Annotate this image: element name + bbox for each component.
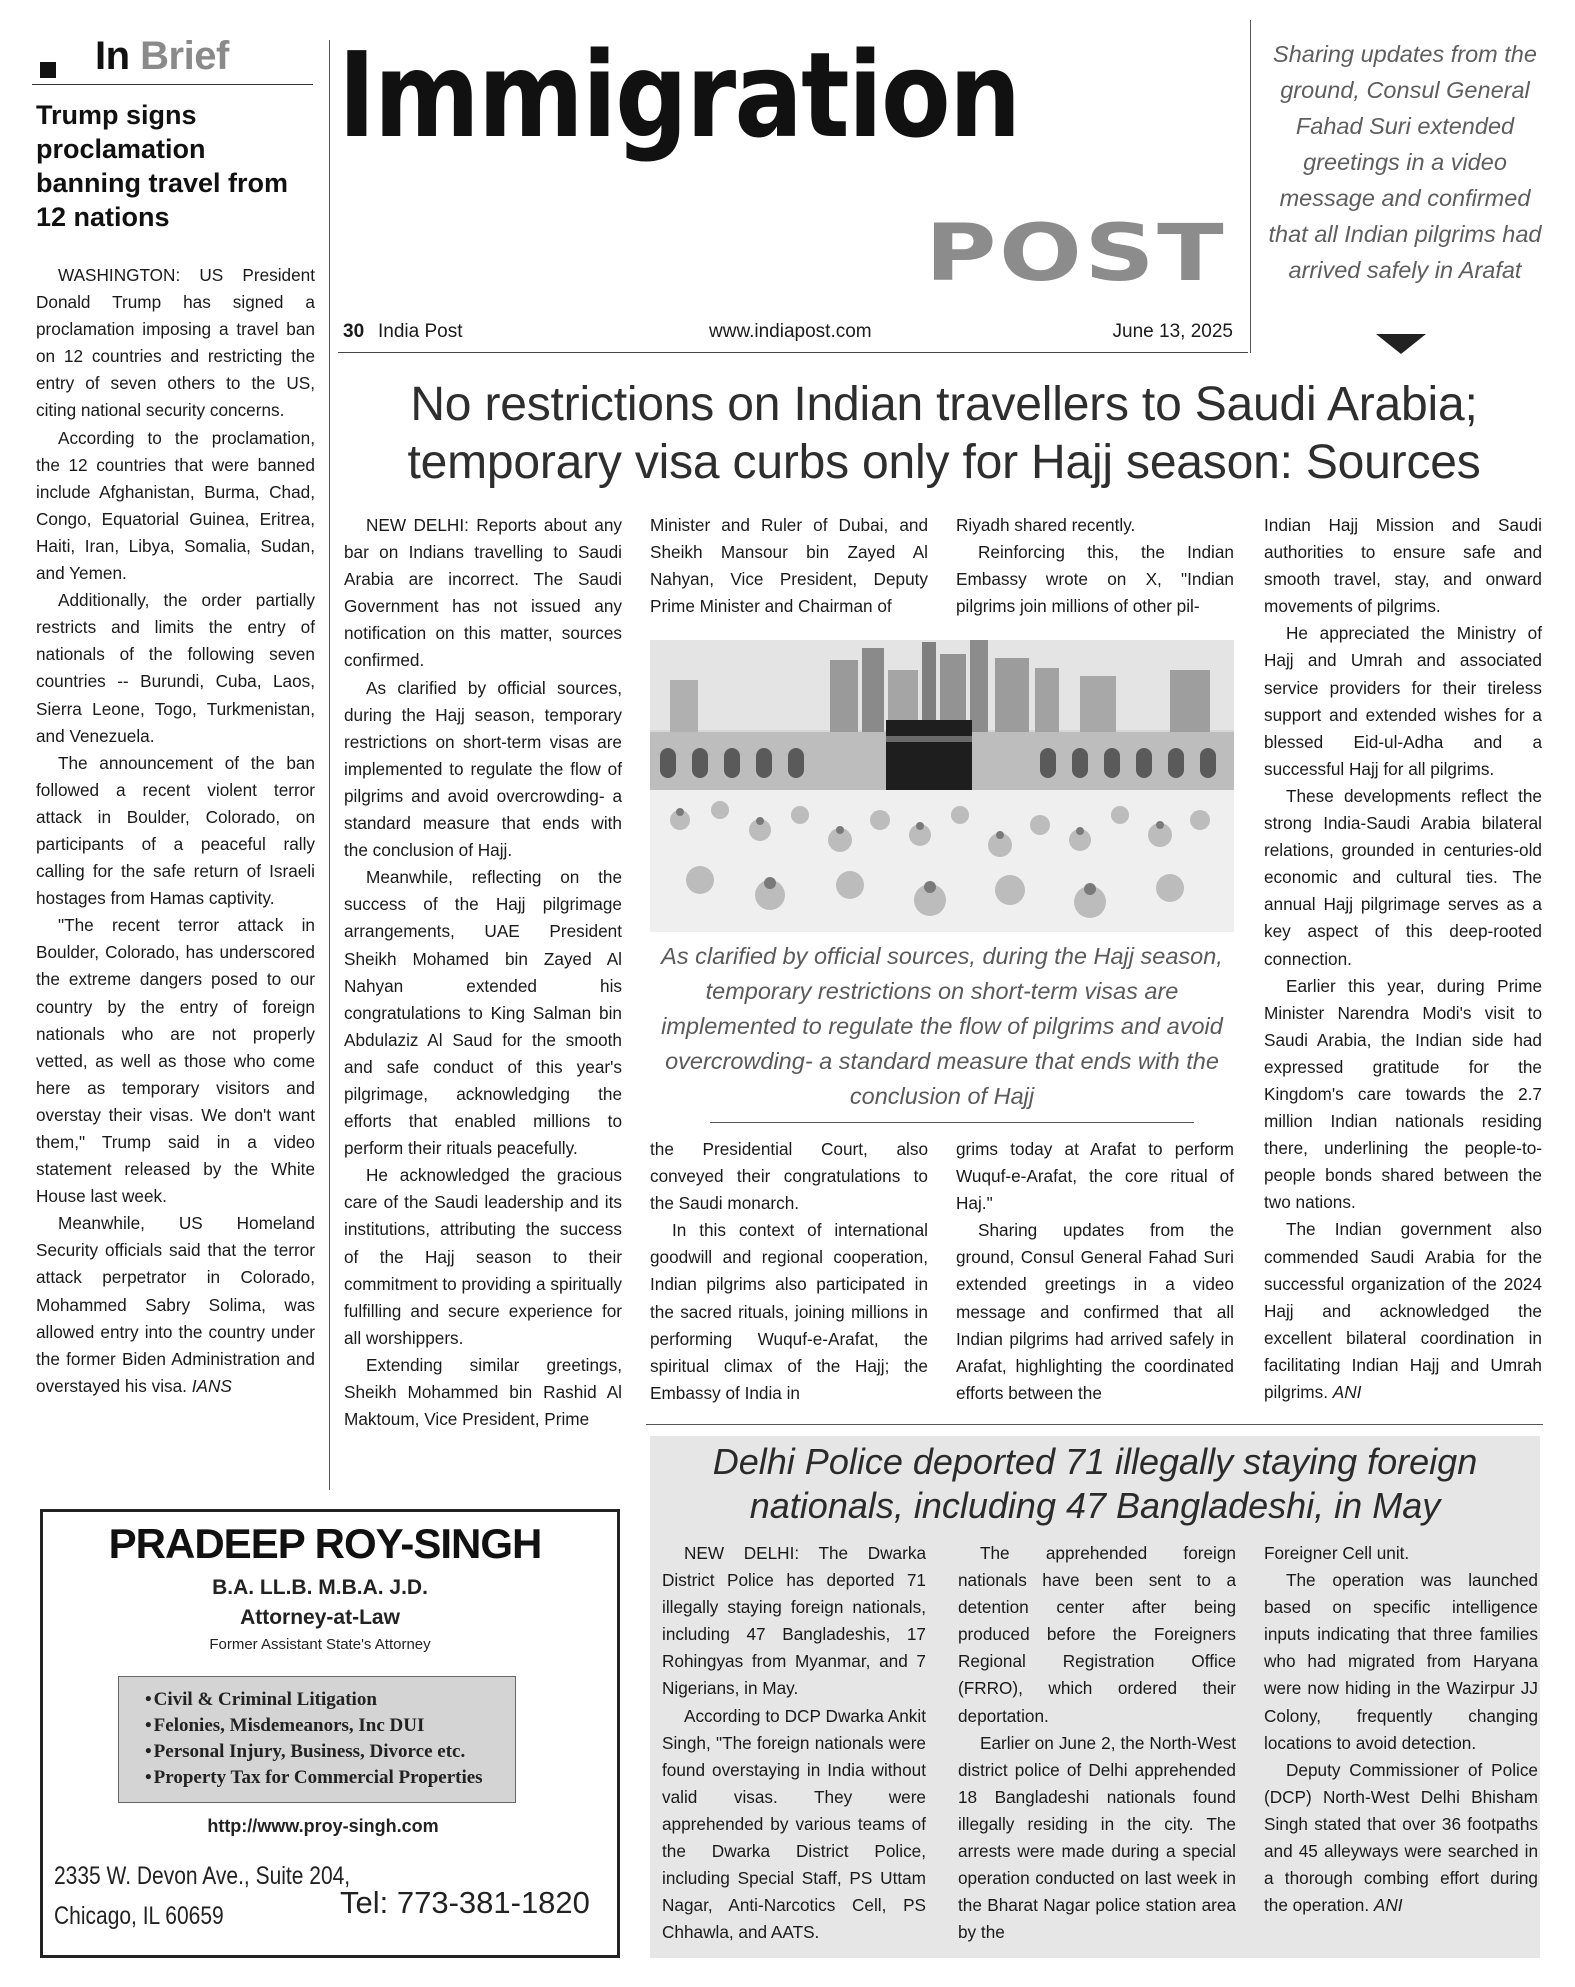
article-paragraph: Earlier this year, during Prime Minister Narendra Modi's visit to Saudi Arabia, the Indian side had expressed gratitude for the Kingdom's care towards the 2.7 million Indian nationals residing there, underlining the people-to-people bonds shared between the two nations. — [1264, 975, 1542, 1213]
masthead-rule — [338, 352, 1248, 353]
ad-name: PRADEEP ROY-SINGH — [108, 1520, 542, 1567]
page-number: 30 — [343, 321, 365, 342]
second-story-rule — [646, 1424, 1543, 1425]
article-paragraph: Reinforcing this, the Indian Embassy wrote on X, "Indian pilgrims join millions of other pil- — [956, 542, 1234, 617]
ad-degrees: B.A. LL.B. M.B.A. J.D. — [212, 1576, 428, 1599]
article-paragraph: These developments reflect the strong India-Saudi Arabia bilateral relations, grounded in centuries-old economic and cultural ties. The annual Hajj pilgrimage serves as a key aspect of this deep-rooted connection. — [1264, 785, 1542, 969]
article-paragraph: He acknowledged the gracious care of the Saudi leadership and its institutions, attributing the success of the Hajj season to their commitment to providing a spiritually fulfilling and secure experience for all worshippers. — [344, 1165, 622, 1348]
article-paragraph: The Indian government also commended Saudi Arabia for the successful organization of the 2024 Hajj and acknowledged the excellent bilateral coordination in facilitating Indian Hajj and Umrah pilgrims. ANI — [1264, 1219, 1542, 1402]
second-story-headline: Delhi Police deported 71 illegally staying foreign nationals, including 47 Bangladeshi, in May — [712, 1441, 1478, 1526]
masthead-title: Immigration — [338, 26, 1020, 164]
website-link[interactable]: www.indiapost.com — [709, 321, 872, 342]
kaaba-crowd-image — [650, 640, 1234, 932]
article-paragraph: Indian Hajj Mission and Saudi authorities to ensure safe and smooth travel, stay, and onward movements of pilgrims. — [1264, 515, 1542, 617]
second-story-column-1 — [662, 1540, 926, 1946]
article-paragraph: Riyadh shared recently. — [956, 515, 1136, 535]
ad-address-line: 2335 W. Devon Ave., Suite 204, — [54, 1862, 351, 1890]
article-paragraph: The operation was launched based on specific intelligence inputs indicating that three families who had migrated from Haryana were now hiding in the Wazirpur JJ Colony, frequently changing locations to avoid detection. — [1264, 1570, 1538, 1753]
main-story-column-2-top — [650, 512, 928, 620]
pull-quote: Sharing updates from the ground, Consul General Fahad Suri extended greetings in a video message and confirmed that all Indian pilgrims had arrived safely in Arafat — [1268, 41, 1542, 283]
column-divider — [329, 40, 330, 1490]
article-paragraph: Extending similar greetings, Sheikh Mohammed bin Rashid Al Maktoum, Vice President, Prime — [344, 1354, 622, 1430]
ad-service-item: • Felonies, Misdemeanors, Inc DUI — [145, 1713, 515, 1739]
ad-phone: Tel: 773-381-1820 — [340, 1885, 590, 1920]
brief-paragraph: "The recent terror attack in Boulder, Colorado, has underscored the extreme dangers posed to our country by the entry of foreign nationals who are not properly vetted, as well as those who come here as temporary visitors and overstay their visas. We don't want them," Trump said in a video statement released by the White House last week. — [36, 915, 315, 1207]
second-story-column-2 — [958, 1540, 1236, 1946]
article-paragraph: In this context of international goodwill and regional cooperation, Indian pilgrims also participated in the sacred rituals, joining millions in performing Wuquf-e-Arafat, the spiritual climax of the Hajj; the Embassy of India in — [650, 1220, 928, 1403]
ad-website-link[interactable]: http://www.proy-singh.com — [207, 1816, 439, 1836]
article-paragraph: grims today at Arafat to perform Wuquf-e-Arafat, the core ritual of Haj." — [956, 1139, 1234, 1214]
second-story-column-3 — [1264, 1540, 1538, 1919]
second-story-credit: ANI — [1373, 1895, 1403, 1916]
brief-paragraph: The announcement of the ban followed a recent violent terror attack in Boulder, Colorado, on participants of a peaceful rally calling for the safe return of Israeli hostages from Hamas captivity. — [36, 752, 315, 909]
article-paragraph: the Presidential Court, also conveyed their congratulations to the Saudi monarch. — [650, 1139, 928, 1214]
issue-date: June 13, 2025 — [1112, 321, 1233, 342]
brief-headline: Trump signs proclamation banning travel from 12 nations — [36, 100, 289, 232]
article-paragraph: According to DCP Dwarka Ankit Singh, "The foreign nationals were found overstaying in India without valid visas. They were apprehended by various teams of the Dwarka District Police, including Special Staff, PS Uttam Nagar, Anti-Narcotics Cell, PS Chhawla, and AATS. — [662, 1705, 926, 1943]
article-paragraph: Earlier on June 2, the North-West district police of Delhi apprehended 18 Bangladeshi nationals found illegally residing in the city. The arrests were made during a special operation conducted on last week in the Bharat Nagar police station area by the — [958, 1732, 1236, 1943]
in-brief-rule — [32, 84, 313, 85]
ad-former-title: Former Assistant State's Attorney — [209, 1636, 431, 1653]
caption-rule — [710, 1122, 1194, 1123]
ad-address-line: Chicago, IL 60659 — [54, 1902, 224, 1930]
main-story-column-3-bottom — [956, 1136, 1234, 1407]
brief-article-body — [36, 262, 315, 1400]
brief-paragraph: According to the proclamation, the 12 countries that were banned include Afghanistan, Burma, Chad, Congo, Equatorial Guinea, Eritrea, Haiti, Iran, Libya, Somalia, Sudan, and Yemen. — [36, 427, 315, 584]
main-headline: No restrictions on Indian travellers to Saudi Arabia; temporary visa curbs only for Hajj season: Sources — [407, 378, 1481, 489]
main-story-column-4 — [1264, 512, 1542, 1406]
article-paragraph: Meanwhile, reflecting on the success of the Hajj pilgrimage arrangements, UAE President Sheikh Mohamed bin Zayed Al Nahyan extended his congratulations to King Salman bin Abdulaziz Al Saud for the smooth and safe conduct of this year's pilgrimage, acknowledging the efforts that enabled millions to perform their rituals peacefully. — [344, 867, 622, 1159]
brief-paragraph: Additionally, the order partially restricts and limits the entry of nationals of the following seven countries -- Burundi, Cuba, Laos, Sierra Leone, Togo, Turkmenistan, and Venezuela. — [36, 590, 315, 746]
article-paragraph: He appreciated the Ministry of Hajj and Umrah and associated service providers for their tireless support and extended wishes for a blessed Eid-ul-Adha and a successful Hajj for all pilgrims. — [1264, 623, 1542, 779]
publication-name: India Post — [378, 321, 463, 342]
brief-credit: IANS — [191, 1375, 232, 1396]
masthead-divider — [1250, 20, 1251, 353]
hajj-photo — [650, 640, 1234, 932]
article-paragraph: NEW DELHI: Reports about any bar on Indians travelling to Saudi Arabia are incorrect. The Saudi Government has not issued any notification on this matter, sources confirmed. — [344, 515, 622, 671]
main-story-column-3-top — [956, 512, 1234, 620]
ad-service-item: • Property Tax for Commercial Properties — [145, 1765, 515, 1791]
main-story-column-2-bottom — [650, 1136, 928, 1407]
brief-paragraph: WASHINGTON: US President Donald Trump has signed a proclamation imposing a travel ban on 12 countries and restricting the entry of seven others to the US, citing national security concerns. — [36, 265, 315, 421]
article-paragraph: Foreigner Cell unit. — [1264, 1543, 1410, 1563]
article-paragraph: Minister and Ruler of Dubai, and Sheikh Mansour bin Zayed Al Nahyan, Vice President, Deputy Prime Minister and Chairman of — [650, 515, 928, 617]
ad-service-item: • Personal Injury, Business, Divorce etc. — [145, 1739, 515, 1765]
article-paragraph: The apprehended foreign nationals have been sent to a detention center after being produced before the Foreigners Regional Registration Office (FRRO), which ordered their deportation. — [958, 1543, 1236, 1726]
main-story-column-1 — [344, 512, 622, 1433]
ad-address — [54, 1856, 351, 1936]
article-paragraph: As clarified by official sources, during the Hajj season, temporary restrictions on short-term visas are implemented to regulate the flow of pilgrims and avoid overcrowding- a standard measure that ends with the conclusion of Hajj. — [344, 677, 622, 861]
main-story-credit: ANI — [1332, 1382, 1362, 1402]
in-brief-label: In Brief — [95, 34, 229, 78]
ad-service-item: • Civil & Criminal Litigation — [145, 1687, 515, 1713]
article-paragraph: Sharing updates from the ground, Consul General Fahad Suri extended greetings in a video message and confirmed that all Indian pilgrims had arrived safely in Arafat, highlighting the coordinated efforts between the — [956, 1220, 1234, 1403]
triangle-down-icon — [1376, 334, 1426, 354]
ad-role: Attorney-at-Law — [240, 1606, 400, 1629]
masthead-subtitle: POST — [925, 209, 1227, 299]
article-paragraph: NEW DELHI: The Dwarka District Police has deported 71 illegally staying foreign nationals, including 47 Bangladeshis, 17 Rohingyas from Myanmar, and 7 Nigerians, in May. — [662, 1543, 926, 1699]
article-paragraph: Deputy Commissioner of Police (DCP) North-West Delhi Bhisham Singh stated that over 36 footpaths and 45 alleyways were searched in a thorough combing effort during the operation. ANI — [1264, 1759, 1538, 1916]
brief-paragraph: Meanwhile, US Homeland Security officials said that the terror attack perpetrator in Colorado, Mohammed Sabry Solima, was allowed entry into the country under the former Biden Administration and overstayed his visa. IANS — [36, 1213, 315, 1396]
ad-services-list — [118, 1676, 516, 1803]
photo-caption: As clarified by official sources, during the Hajj season, temporary restrictions on short-term visas are implemented to regulate the flow of pilgrims and avoid overcrowding- a standard measure that ends with the conclusion of Hajj — [661, 943, 1223, 1109]
section-marker-square — [40, 62, 56, 78]
